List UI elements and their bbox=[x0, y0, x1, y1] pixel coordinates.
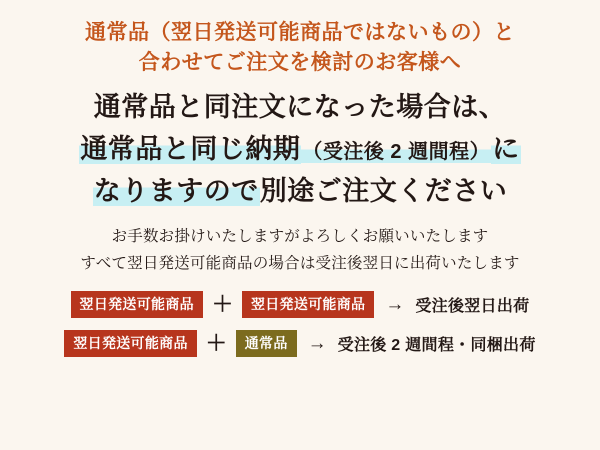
chip-next-day-item: 翌日発送可能商品 bbox=[242, 291, 374, 318]
statement-line-3-tail: 別途ご注文ください bbox=[259, 175, 508, 206]
shipping-rule-row bbox=[64, 330, 535, 357]
arrow-right-icon: → bbox=[385, 294, 405, 316]
headline-line-2: 合わせてご注文を検討のお客様へ bbox=[138, 51, 462, 75]
statement-line-2-paren: （受注後 2 週間程） bbox=[302, 140, 491, 163]
plus-icon: ＋ bbox=[205, 332, 227, 356]
statement bbox=[79, 87, 520, 213]
statement-line-3 bbox=[79, 171, 520, 213]
shipping-result: 受注後翌日出荷 bbox=[415, 298, 530, 316]
chip-next-day-item: 翌日発送可能商品 bbox=[64, 330, 196, 357]
headline-line-1: 通常品（翌日発送可能商品ではないもの）と bbox=[85, 21, 515, 44]
notes bbox=[80, 224, 519, 277]
chip-standard-item: 通常品 bbox=[236, 330, 297, 357]
chip-next-day-item: 翌日発送可能商品 bbox=[71, 291, 203, 318]
shipping-rule-row bbox=[71, 291, 530, 318]
headline bbox=[85, 18, 515, 79]
note-line-2: すべて翌日発送可能商品の場合は受注後翌日に出荷いたします bbox=[80, 254, 520, 272]
statement-line-2-highlight: 通常品と同じ納期 bbox=[80, 133, 301, 164]
shipping-result: 受注後 2 週間程・同梱出荷 bbox=[337, 337, 536, 355]
arrow-right-icon: → bbox=[307, 333, 327, 355]
statement-line-2-tail: に bbox=[492, 133, 520, 164]
shipping-rules bbox=[18, 291, 582, 357]
statement-line-1: 通常品と同注文になった場合は、 bbox=[93, 91, 507, 122]
statement-line-2 bbox=[79, 129, 520, 171]
plus-icon: ＋ bbox=[211, 293, 233, 317]
statement-line-3-highlight: なりますので bbox=[93, 175, 259, 206]
note-line-1: お手数お掛けいたしますがよろしくお願いいたします bbox=[111, 228, 489, 246]
banner-inner bbox=[18, 12, 582, 438]
